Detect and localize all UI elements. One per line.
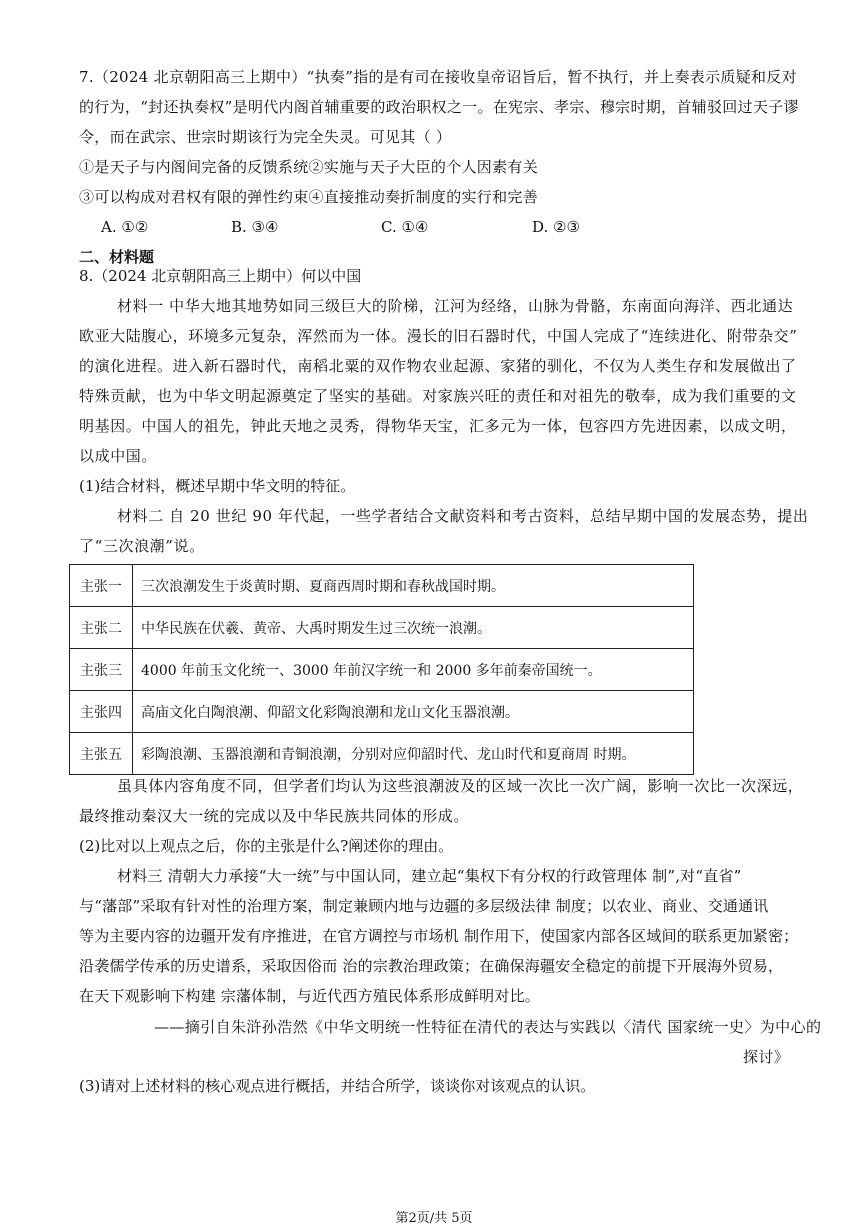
material1-line-6: 以成中国。 [79, 447, 158, 465]
claim-text: 中华民族在伏羲、黄帝、大禹时期发生过三次统一浪潮。 [133, 607, 694, 649]
after-table-line-2: 最终推动秦汉大一统的完成以及中华民族共同体的形成。 [79, 807, 470, 825]
table-row [70, 607, 694, 649]
material3-line-2: 与“藩部”采取有针对性的治理方案，制定兼顾内地与边疆的多层级法律 制度；以农业、商业、交通通讯 [79, 897, 769, 915]
material3-line-4: 沿袭儒学传承的历史谱系，采取因俗而 治的宗教治理政策；在确保海疆安全稳定的前提下开展海外贸易， [79, 957, 784, 975]
sub-question-1: (1)结合材料，概述早期中华文明的特征。 [79, 477, 356, 495]
q7-line-2: 的行为，“封还执奏权”是明代内阁首辅重要的政治职权之一。在宪宗、孝宗、穆宗时期，首辅驳回过天子谬 [79, 98, 799, 116]
material1-line-1: 材料一 中华大地其地势如同三级巨大的阶梯，江河为经络，山脉为骨骼，东南面向海洋、西北通达 [117, 297, 794, 315]
page-number: 第2页/共 5页 [395, 1211, 473, 1226]
material1-line-2: 欧亚大陆腹心，环境多元复杂，浑然而为一体。漫长的旧石器时代，中国人完成了“连续进化、附带杂交” [79, 327, 798, 345]
q7-option-a: A. ①② [101, 218, 149, 236]
material3-line-5: 在天下观影响下构建 宗藩体制，与近代西方殖民体系形成鲜明对比。 [79, 987, 540, 1005]
sub-question-3: (3)请对上述材料的核心观点进行概括，并结合所学，谈谈你对该观点的认识。 [79, 1077, 596, 1095]
claims-table [69, 564, 694, 775]
claim-text: 高庙文化白陶浪潮、仰韶文化彩陶浪潮和龙山文化玉器浪潮。 [133, 691, 694, 733]
material3-line-1: 材料三 清朝大力承接“大一统”与中国认同，建立起“集权下有分权的行政管理体 制”,对“直省” [117, 867, 742, 885]
material2-line-2: 了“三次浪潮”说。 [79, 537, 205, 555]
section-title: 二、材料题 [79, 248, 155, 266]
material1-line-3: 的演化进程。进入新石器时代，南稻北粟的双作物农业起源、家猪的驯化，不仅为人类生存和发展做出了 [79, 357, 797, 375]
q7-option-d: D. ②③ [532, 218, 580, 236]
table-row [70, 565, 694, 607]
claim-label: 主张二 [70, 607, 133, 649]
q7-option-b: B. ③④ [231, 218, 279, 236]
q7-line-3: 令，而在武宗、世宗时期该行为完全失灵。可见其（ ） [79, 128, 452, 146]
q7-option-c: C. ①④ [381, 218, 429, 236]
after-table-line-1: 虽具体内容角度不同，但学者们均认为这些浪潮波及的区域一次比一次广阔，影响一次比一次深远， [117, 777, 804, 795]
q7-statement-1: ①是天子与内阁间完备的反馈系统②实施与天子大臣的个人因素有关 [79, 158, 539, 176]
claim-text: 4000 年前玉文化统一、3000 年前汉字统一和 2000 多年前秦帝国统一。 [133, 649, 694, 691]
table-row [70, 733, 694, 775]
q7-line-1: 7.（2024 北京朝阳高三上期中）“执奏”指的是有司在接收皇帝诏旨后，暂不执行，并上奏表示质疑和反对 [79, 68, 797, 86]
table-row [70, 691, 694, 733]
claim-label: 主张三 [70, 649, 133, 691]
table-row [70, 649, 694, 691]
q7-statement-2: ③可以构成对君权有限的弹性约束④直接推动奏折制度的实行和完善 [79, 188, 539, 206]
claim-text: 彩陶浪潮、玉器浪潮和青铜浪潮，分别对应仰韶时代、龙山时代和夏商周 时期。 [133, 733, 694, 775]
material1-line-5: 明基因。中国人的祖先，钟此天地之灵秀，得物华天宝，汇多元为一体，包容四方先进因素，以成文明， [79, 417, 797, 435]
material1-line-4: 特殊贡献，也为中华文明起源奠定了坚实的基础。对家族兴旺的责任和对祖先的敬奉，成为我们重要的文 [79, 387, 797, 405]
claim-label: 主张四 [70, 691, 133, 733]
claim-label: 主张一 [70, 565, 133, 607]
q8-header: 8.（2024 北京朝阳高三上期中）何以中国 [79, 267, 362, 285]
citation-line-2: 探讨》 [743, 1048, 790, 1066]
citation-line-1: ——摘引自朱浒孙浩然《中华文明统一性特征在清代的表达与实践以〈清代 国家统一史〉为中心的 [154, 1018, 822, 1036]
claim-label: 主张五 [70, 733, 133, 775]
claim-text: 三次浪潮发生于炎黄时期、夏商西周时期和春秋战国时期。 [133, 565, 694, 607]
material3-line-3: 等为主要内容的边疆开发有序推进，在官方调控与市场机 制作用下，使国家内部各区域间的联系更加紧密； [79, 927, 799, 945]
material2-line-1: 材料二 自 20 世纪 90 年代起，一些学者结合文献资料和考古资料，总结早期中国的发展态势，提出 [117, 507, 809, 525]
sub-question-2: (2)比对以上观点之后，你的主张是什么?阐述你的理由。 [79, 837, 454, 855]
